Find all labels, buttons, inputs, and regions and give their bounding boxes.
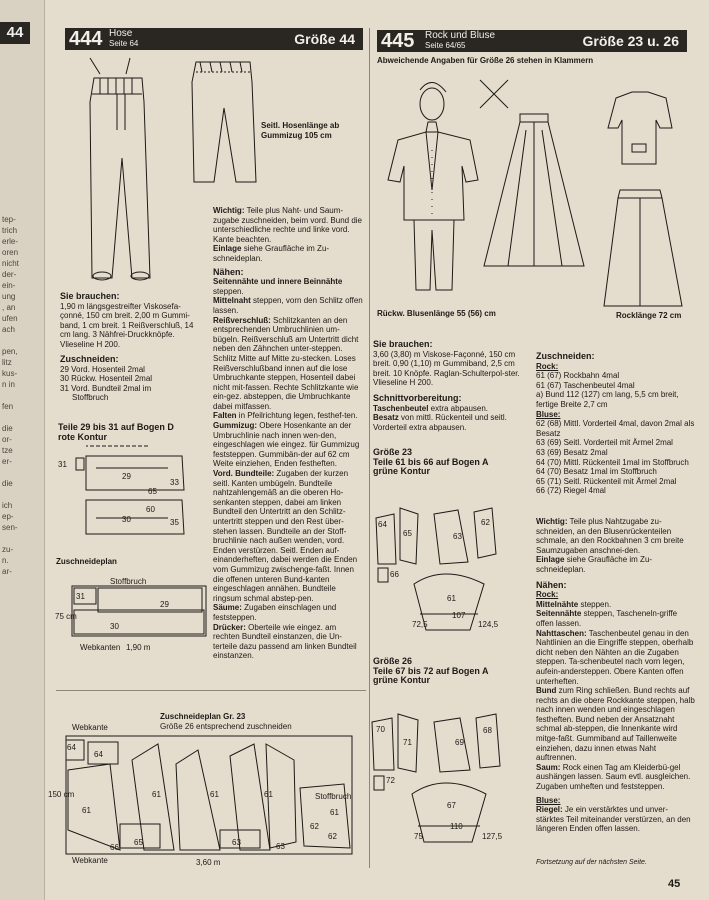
step: Bund zum Ring schließen. Bund rechts auf rechts an die obere Rockkante steppen, halb nach innen wenden und eingeschlagen festheften. Bund neben der Ansatznaht schmal ab-steppen, die Innenkante wird mitge-faßt. Gummiband auf Taillenweite einziehen, dazu innen etwas Naht auftrennen. bbox=[536, 686, 695, 763]
parts-444-kontur: rote Kontur bbox=[58, 431, 107, 442]
gr23-piece: 61 bbox=[264, 790, 273, 799]
bluse-line: 66 (72) Riegel 4mal bbox=[536, 486, 606, 496]
g23-label: 124,5 bbox=[478, 620, 499, 629]
gr23-height: 150 cm bbox=[48, 790, 75, 799]
g26-label: 68 bbox=[483, 726, 492, 735]
prep-line: Taschenbeutel extra abpausen. bbox=[373, 403, 489, 413]
prep-head: Schnittvorbereitung: bbox=[373, 392, 462, 403]
bluse-head: Bluse: bbox=[536, 409, 561, 419]
gr23-stoffbruch: Stoffbruch bbox=[315, 792, 352, 801]
rock-line: a) Bund 112 (127) cm lang, 5,5 cm breit, fertige Breite 2,7 cm bbox=[536, 390, 679, 409]
edge-text: tep- trich erle- oren nicht der- ein- ung , an ufen ach pen, litz kus- n in fen die or- tze er- die ich ep- sen- zu- n. ar- bbox=[2, 215, 19, 576]
bluse-line: 63 (69) Seitl. Vorderteil mit Ärmel 2mal bbox=[536, 438, 673, 448]
einlage-text: siehe Graufläche im Zu-schneideplan. bbox=[536, 555, 653, 574]
wichtig-text: Teile plus Naht- und Saum-zugabe zuschneiden, beim vord. Bund die unterschiedliche rechte und linke vord. Kante beachten. bbox=[213, 206, 362, 244]
needs-445 bbox=[373, 340, 528, 432]
gr23-piece: 65 bbox=[134, 838, 143, 847]
naehen-head: Nähen: bbox=[213, 266, 244, 277]
g26-label: 75 bbox=[414, 832, 423, 841]
einlage-label: Einlage bbox=[536, 555, 565, 565]
rock-line: 61 (67) Taschenbeutel 4mal bbox=[536, 380, 635, 390]
cut-444-line: 31 Vord. Bundteil 2mal im bbox=[60, 383, 152, 393]
g23-label: 107 bbox=[452, 611, 466, 620]
naehen-head: Nähen: bbox=[536, 579, 567, 590]
skirt-length: Rocklänge 72 cm bbox=[616, 311, 682, 320]
wichtig-label: Wichtig: bbox=[536, 517, 568, 526]
plan-webkanten: Webkanten bbox=[80, 643, 121, 652]
gr23-piece: 61 bbox=[152, 790, 161, 799]
step: Seitennähte steppen, Tascheneln-griffe offen lassen. bbox=[536, 609, 678, 628]
gr23-piece: 64 bbox=[94, 750, 103, 759]
step: Mittelnähte steppen. bbox=[536, 599, 612, 609]
gr23-piece: 61 bbox=[330, 808, 339, 817]
plan-height: 75 cm bbox=[55, 612, 77, 621]
page-number: 45 bbox=[668, 878, 681, 890]
step: Vord. Bundteile: Zugaben der kurzen seitl. Kanten umbügeln. Bundteile nahtzahlengemäß an die oberen Ho-senkanten steppen, dabei am linken Bundteil den Untertritt an den Schlitz-untertritt steppen und den Rest über-stehen lassen. Bundteile an der Stoff-bruchlinie nach außen wenden, vord. Enden verstürzen. Seitl. Enden auf-einanderheften, dabei werden die Enden vom Gummizug zwischenge-faßt. Innen die offenen unteren Bund-kanten eingeschlagen annähen. Bundteile ringsum schmal abstep-pen. bbox=[213, 469, 358, 603]
g26-head: Größe 26 bbox=[373, 656, 413, 666]
gr23-piece: 63 bbox=[276, 842, 285, 851]
prep-line: Besatz von mittl. Rückenteil und seitl. Vorderteil extra abpausen. bbox=[373, 413, 507, 432]
model-title: Hose bbox=[109, 28, 133, 39]
needs-445-text: 3,60 (3,80) m Viskose-Façonné, 150 cm breit. 0,90 (1,10) m Gummiband, 2,5 cm breit. 10 Knöpfe. Raglan-Schulterpol-ster. Vlieseline H 200. bbox=[373, 349, 520, 388]
g26-label: 70 bbox=[376, 725, 385, 734]
naehen-bluse: Bluse: bbox=[536, 795, 561, 805]
model-page: Seite 64 bbox=[109, 39, 139, 48]
gr23-piece: 64 bbox=[67, 743, 76, 752]
pattern-pieces-444 bbox=[56, 446, 206, 546]
g23-label: 65 bbox=[403, 529, 412, 538]
piece-label: 29 bbox=[122, 472, 131, 481]
parts-444-head: Teile 29 bis 31 auf Bogen D bbox=[58, 422, 174, 432]
needs-445-head: Sie brauchen: bbox=[373, 339, 433, 349]
plan-piece: 29 bbox=[160, 600, 169, 609]
bluse-line: 63 (69) Besatz 2mal bbox=[536, 447, 608, 457]
g26-kontur: grüne Kontur bbox=[373, 675, 430, 686]
instructions-444 bbox=[213, 206, 365, 661]
header-445 bbox=[377, 30, 687, 52]
einlage-text: siehe Graufläche im Zu-schneideplan. bbox=[213, 244, 330, 263]
bluse-line: 65 (71) Seitl. Rückenteil mit Ärmel 2mal bbox=[536, 476, 677, 486]
needs-444-text: 1,90 m längsgestreifter Viskosefa-çonné, 150 cm breit. 2,00 m Gummi-band, 1 cm breit. 1 Reißverschluß, 14 cm lang. 3 Nähfrei-Druckknöpfe. Vlieseline H 200. bbox=[60, 301, 194, 349]
previous-page-edge bbox=[0, 0, 45, 900]
cut-444-head: Zuschneiden: bbox=[60, 354, 119, 364]
gr23-piece: 62 bbox=[310, 822, 319, 831]
g26-label: 71 bbox=[403, 738, 412, 747]
skirt-blouse-illustration bbox=[380, 70, 700, 310]
step: Seitennähte und innere Beinnähte steppen. bbox=[213, 277, 343, 296]
gr23-piece: 61 bbox=[82, 806, 91, 815]
piece-label: 30 bbox=[122, 515, 131, 524]
needs-444-head: Sie brauchen: bbox=[60, 291, 120, 301]
g26-parts-line: Teile 67 bis 72 auf Bogen A bbox=[373, 665, 489, 676]
piece-label: 60 bbox=[146, 505, 155, 514]
model-size: Größe 44 bbox=[294, 31, 355, 47]
bluse-line: 64 (70) Besatz 1mal im Stoffbruch bbox=[536, 467, 657, 477]
piece-label: 65 bbox=[148, 487, 157, 496]
plan-piece: 31 bbox=[76, 592, 85, 601]
header-444 bbox=[65, 28, 363, 50]
instructions-445 bbox=[536, 517, 696, 834]
g23-label: 72,5 bbox=[412, 620, 428, 629]
g26-label: 67 bbox=[447, 801, 456, 810]
continued-note: Fortsetzung auf der nächsten Seite. bbox=[536, 859, 647, 866]
g26-label: 110 bbox=[450, 822, 463, 831]
g26-label: 127,5 bbox=[482, 832, 503, 841]
g23-head: Größe 23 bbox=[373, 447, 413, 457]
cut-445-head: Zuschneiden: bbox=[536, 351, 595, 361]
einlage-label: Einlage bbox=[213, 244, 242, 254]
step: Nahttaschen: Taschenbeutel genau in den Nahtlinien an die Eingriffe steppen, oberhalb dicht neben den Nähten an die Zugaben steppen. Ta-schenbeutel nach vorn legen, aufein-anderstеppen. Obere Kanten offen unterheften. bbox=[536, 628, 694, 686]
gr23-webkante-bottom: Webkante bbox=[72, 856, 108, 865]
step: Reißverschluß: Schlitzkanten an den entsprechenden Umbruchlinien um-bügeln. Reißverschluß am Untertritt dicht neben den Zähnchen unter-steppen. Schlitz Mitte auf Mitte zu-stecken. Loses Reißverschlußband innen auf die lose Umbruchkante steppen, Hosenteil dabei nicht mit-fassen. Rechte Schlitzkante wie ein-gez. absteppen, die Umbruchkante dabei mitfassen. bbox=[213, 315, 359, 411]
model-number: 444 bbox=[69, 28, 103, 50]
back-length: Rückw. Blusenlänge 55 (56) cm bbox=[377, 309, 496, 318]
plan-stoffbruch: Stoffbruch bbox=[110, 577, 147, 586]
g23-label: 66 bbox=[390, 570, 399, 579]
cutting-plan-444 bbox=[62, 580, 212, 650]
g26-parts bbox=[373, 657, 533, 686]
rock-head: Rock: bbox=[536, 361, 559, 371]
step: Mittelnaht steppen, vorn den Schlitz offen lassen. bbox=[213, 296, 363, 315]
edge-tab: 44 bbox=[0, 22, 30, 44]
gr23-piece: 66 bbox=[110, 843, 119, 852]
cut-444 bbox=[60, 355, 200, 403]
g23-label: 63 bbox=[453, 532, 462, 541]
cut-444-line: Stoffbruch bbox=[72, 393, 109, 403]
step: Gummizug: Obere Hosenkante an der Umbruchlinie nach innen wen-den, eingeschlagen wie eingez. für Gummizug feststeppen. Gummibän-der auf 62 cm Weite einziehen, Enden festheften. bbox=[213, 421, 360, 469]
needs-444 bbox=[60, 292, 200, 350]
g26-label: 72 bbox=[386, 776, 395, 785]
section-divider bbox=[56, 690, 366, 691]
g23-label: 61 bbox=[447, 594, 456, 603]
plan-piece: 30 bbox=[110, 622, 119, 631]
wichtig-label: Wichtig: bbox=[213, 206, 245, 215]
gr23-webkante-top: Webkante bbox=[72, 723, 108, 732]
cut-444-line: 30 Rückw. Hosenteil 2mal bbox=[60, 374, 153, 384]
plan-width: 1,90 m bbox=[126, 643, 151, 652]
cutting-plan-444-head: Zuschneideplan bbox=[56, 557, 117, 566]
model-number: 445 bbox=[381, 30, 415, 52]
cut-445 bbox=[536, 352, 696, 496]
piece-label: 33 bbox=[170, 478, 179, 487]
step: Drücker: Oberteile wie eingez. am rechten Bundteil einstanzen, die Un-terteile dazu passend am linken Bundteil einstanzen. bbox=[213, 622, 357, 661]
bluse-line: 64 (70) Mittl. Rückenteil 1mal im Stoffbruch bbox=[536, 457, 689, 467]
model-title: Rock und Bluse bbox=[425, 30, 496, 41]
model-page: Seite 64/65 bbox=[425, 41, 466, 50]
g23-parts bbox=[373, 448, 533, 477]
gr23-piece: 63 bbox=[232, 838, 241, 847]
piece-label: 35 bbox=[170, 518, 179, 527]
g23-kontur: grüne Kontur bbox=[373, 466, 430, 477]
step: Riegel: Je ein verstärktes und unver-stärktes Teil miteinander verstürzen, an den längeren Enden offen lassen. bbox=[536, 805, 691, 834]
size-note: Abweichende Angaben für Größe 26 stehen in Klammern bbox=[377, 56, 594, 65]
wichtig-text: Teile plus Nahtzugabe zu-schneiden, an den Blusenrückenteilen schmale, an den Rockbahnen 3 cm breite Saumzugaben anschnei-den. bbox=[536, 517, 684, 555]
naehen-rock: Rock: bbox=[536, 590, 559, 600]
step: Säume: Zugaben einschlagen und feststeppen. bbox=[213, 603, 337, 622]
step: Falten in Pfeilrichtung legen, festhef-ten. bbox=[213, 411, 358, 421]
g23-label: 62 bbox=[481, 518, 490, 527]
model-size: Größe 23 u. 26 bbox=[582, 33, 679, 49]
side-length: Seitl. Hosenlänge ab Gummizug 105 cm bbox=[261, 121, 340, 140]
gr23-piece: 62 bbox=[328, 832, 337, 841]
rock-line: 61 (67) Rockbahn 4mal bbox=[536, 371, 620, 381]
g23-parts-line: Teile 61 bis 66 auf Bogen A bbox=[373, 456, 489, 467]
g23-pattern-pieces bbox=[374, 494, 514, 640]
gr23-piece: 61 bbox=[210, 790, 219, 799]
cut-444-line: 29 Vord. Hosenteil 2mal bbox=[60, 364, 145, 374]
parts-444 bbox=[58, 423, 218, 442]
gr23-width: 3,60 m bbox=[196, 858, 221, 867]
step: Saum: Rock einen Tag am Kleiderbü-gel aushängen lassen. Saum evtl. ausgleichen. Zugaben umheften und feststeppen. bbox=[536, 762, 691, 792]
bluse-line: 62 (68) Mittl. Vorderteil 4mal, davon 2mal als Besatz bbox=[536, 419, 695, 438]
g23-label: 64 bbox=[378, 520, 387, 529]
piece-label: 31 bbox=[58, 460, 67, 469]
gr23-plan-sub: Größe 26 entsprechend zuschneiden bbox=[160, 722, 292, 731]
gr23-plan-head: Zuschneideplan Gr. 23 bbox=[160, 712, 246, 721]
g26-label: 69 bbox=[455, 738, 464, 747]
